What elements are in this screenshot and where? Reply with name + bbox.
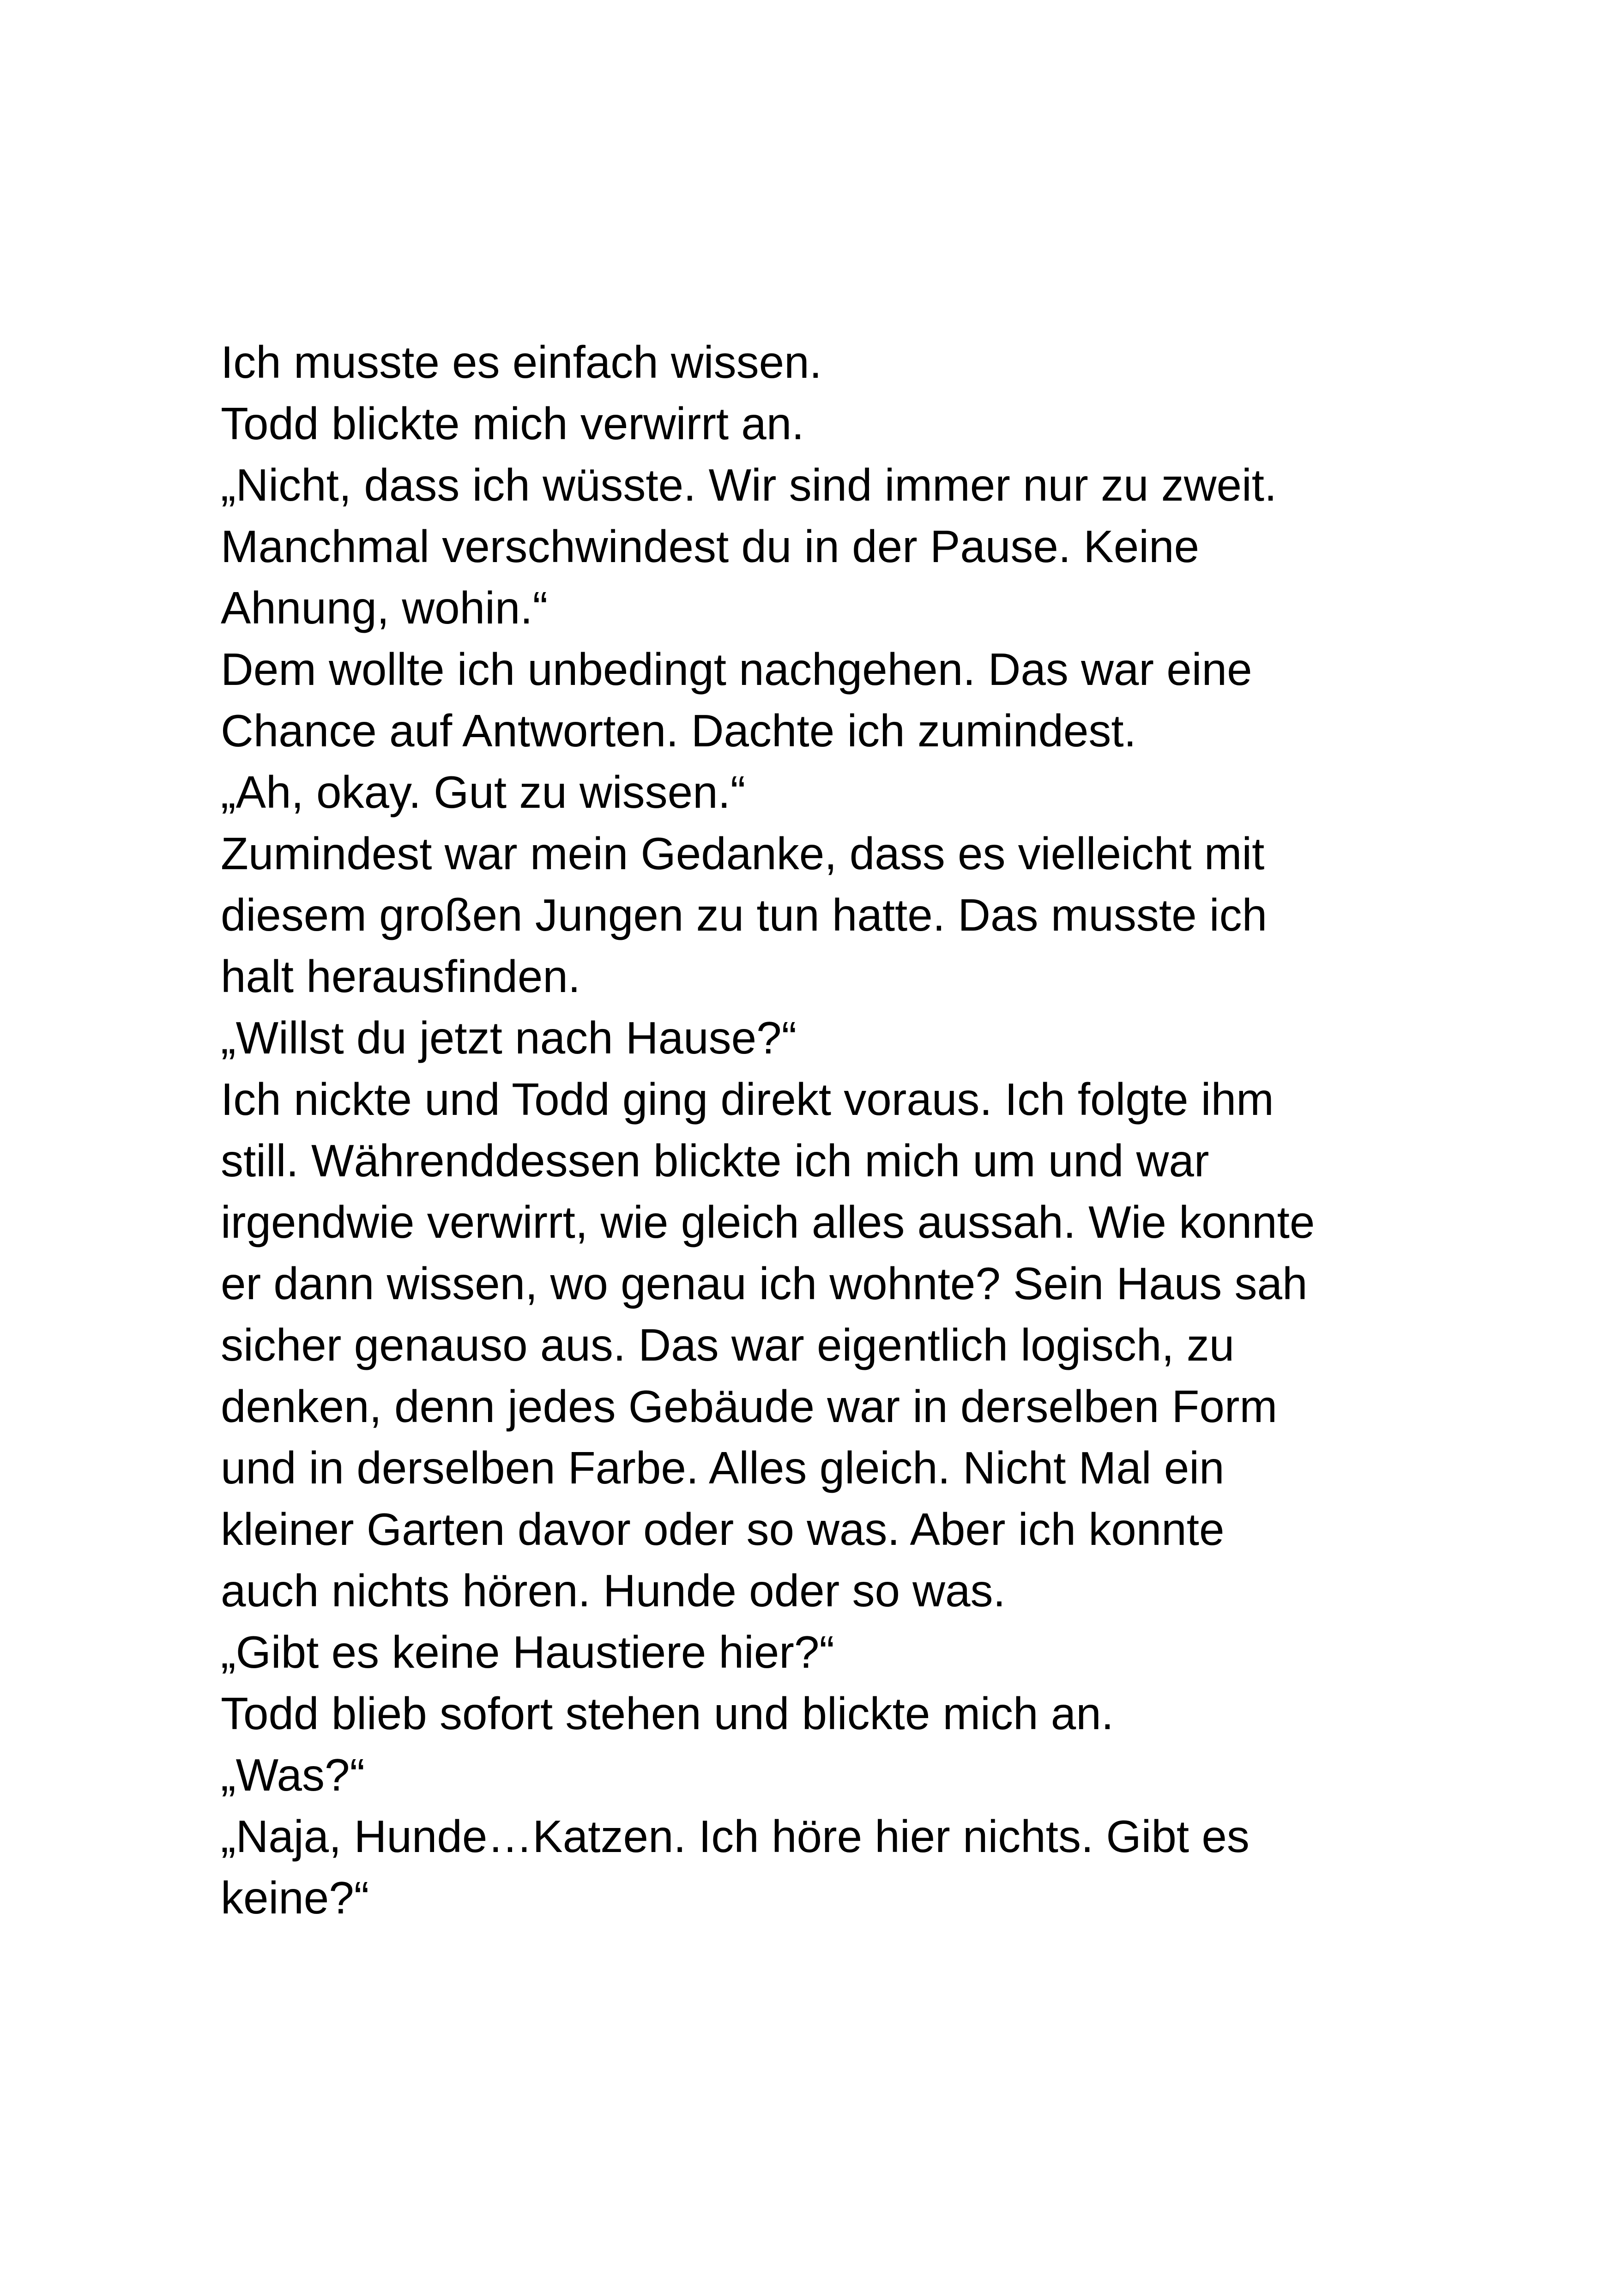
text-line: Dem wollte ich unbedingt nachgehen. Das war eine xyxy=(221,644,1252,695)
text-line: Todd blieb sofort stehen und blickte mich an. xyxy=(221,1688,1114,1739)
text-line: still. Währenddessen blickte ich mich um und war xyxy=(221,1135,1209,1186)
text-line: er dann wissen, wo genau ich wohnte? Sein Haus sah xyxy=(221,1258,1308,1309)
text-line: „Ah, okay. Gut zu wissen.“ xyxy=(221,767,746,817)
text-line: diesem großen Jungen zu tun hatte. Das musste ich xyxy=(221,890,1268,940)
text-line: denken, denn jedes Gebäude war in derselben Form xyxy=(221,1381,1278,1432)
text-line: „Willst du jetzt nach Hause?“ xyxy=(221,1012,797,1063)
text-line: auch nichts hören. Hunde oder so was. xyxy=(221,1565,1006,1616)
text-line: kleiner Garten davor oder so was. Aber ich konnte xyxy=(221,1504,1225,1555)
text-line: und in derselben Farbe. Alles gleich. Nicht Mal ein xyxy=(221,1442,1225,1493)
text-line: halt herausfinden. xyxy=(221,951,581,1002)
text-line: „Nicht, dass ich wüsste. Wir sind immer nur zu zweit. xyxy=(221,460,1277,510)
text-line: sicher genauso aus. Das war eigentlich logisch, zu xyxy=(221,1320,1235,1370)
text-line: Chance auf Antworten. Dachte ich zumindest. xyxy=(221,705,1136,756)
text-line: irgendwie verwirrt, wie gleich alles aussah. Wie konnte xyxy=(221,1197,1315,1247)
text-line: Ahnung, wohin.“ xyxy=(221,582,548,633)
text-line: Ich nickte und Todd ging direkt voraus. Ich folgte ihm xyxy=(221,1074,1274,1125)
text-line: keine?“ xyxy=(221,1872,369,1923)
text-line: Zumindest war mein Gedanke, dass es vielleicht mit xyxy=(221,828,1265,879)
text-line: Todd blickte mich verwirrt an. xyxy=(221,398,804,449)
body-text xyxy=(221,332,1421,1929)
text-line: „Was?“ xyxy=(221,1749,365,1800)
text-line: „Gibt es keine Haustiere hier?“ xyxy=(221,1627,835,1677)
text-line: Ich musste es einfach wissen. xyxy=(221,337,822,387)
text-line: Manchmal verschwindest du in der Pause. Keine xyxy=(221,521,1200,572)
text-line: „Naja, Hunde…Katzen. Ich höre hier nichts. Gibt es xyxy=(221,1811,1250,1862)
